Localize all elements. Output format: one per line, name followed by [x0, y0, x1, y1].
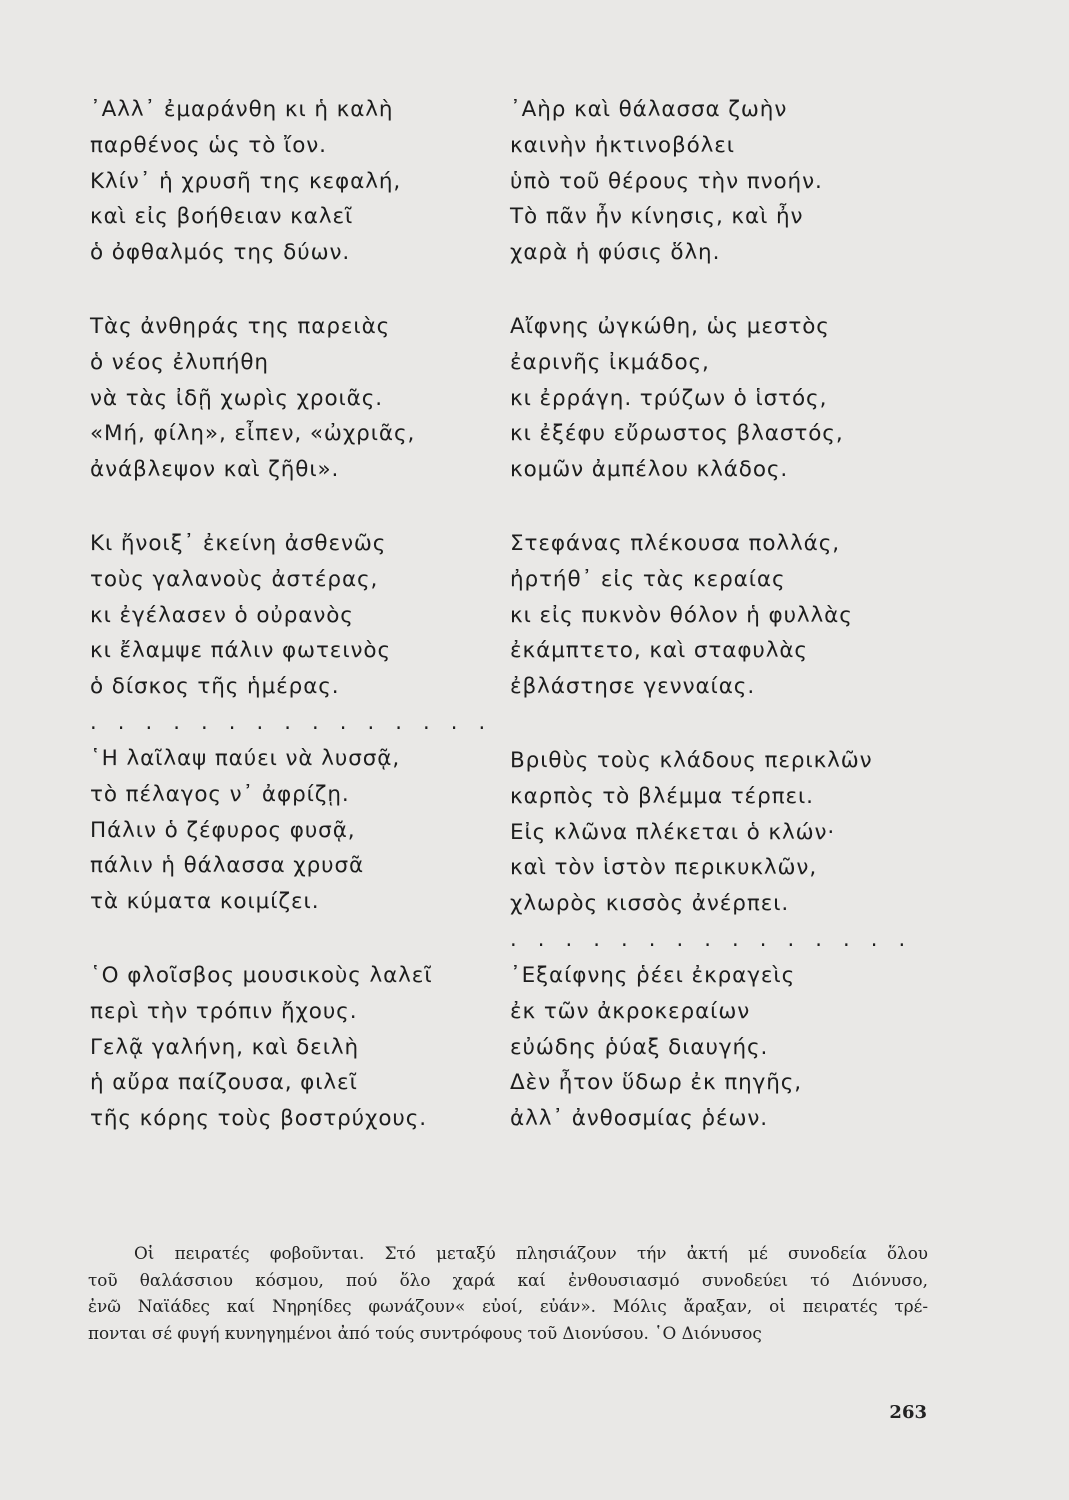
verse-line: ἐκ τῶν ἀκροκεραίων [510, 998, 751, 1024]
prose-line: τοῦ θαλάσσιου κόσμου, πού ὅλο χαρά καί ἐνθουσιασμό συνοδεύει τό Διόνυσο, [88, 1269, 928, 1290]
verse-line: παρθένος ὡς τὸ ἴον. [90, 132, 327, 158]
verse-line: νὰ τὰς ἰδῇ χωρὶς χροιᾶς. [90, 385, 383, 411]
poem-right-column [510, 92, 930, 1175]
poem-left-column [90, 92, 510, 1175]
stanza [90, 526, 510, 705]
stanza [90, 92, 510, 271]
verse-line: κι εἰς πυκνὸν θόλον ἡ φυλλὰς [510, 602, 853, 628]
verse-line: ὁ ὀφθαλμός της δύων. [90, 240, 351, 266]
verse-line: κομῶν ἀμπέλου κλάδος. [510, 457, 789, 483]
verse-line: κι ἐγέλασεν ὁ οὐρανὸς [90, 602, 354, 628]
verse-line: εὐώδης ῥύαξ διαυγής. [510, 1034, 769, 1060]
stanza [510, 743, 930, 922]
stanza [90, 309, 510, 488]
verse-line: ὁ νέος ἐλυπήθη [90, 349, 269, 375]
verse-line: τῆς κόρης τοὺς βοστρύχους. [90, 1106, 427, 1132]
verse-line: ἀλλ᾿ ἀνθοσμίας ῥέων. [510, 1106, 769, 1132]
verse-line: Αἴφνης ὠγκώθη, ὡς μεστὸς [510, 313, 830, 339]
verse-line: ἠρτήθ᾿ εἰς τὰς κεραίας [510, 566, 786, 592]
verse-line: ἐκάμπτετο, καὶ σταφυλὰς [510, 638, 808, 664]
verse-line: Κι ἤνοιξ᾿ ἐκείνη ἀσθενῶς [90, 530, 387, 556]
verse-line: περὶ τὴν τρόπιν ἤχους. [90, 998, 358, 1024]
verse-line: ῾Η λαῖλαψ παύει νὰ λυσσᾷ, [90, 745, 401, 771]
verse-line: ὁ δίσκος τῆς ἡμέρας. [90, 674, 340, 700]
verse-line: τὸ πέλαγος ν᾿ ἀφρίζῃ. [90, 781, 350, 807]
stanza [90, 741, 510, 920]
ellipsis-dots: . . . . . . . . . . . . . . . [510, 926, 913, 951]
stanza [510, 526, 930, 705]
verse-line: Πάλιν ὁ ζέφυρος φυσᾷ, [90, 817, 356, 843]
page-number: 263 [889, 1402, 927, 1423]
verse-line: κι ἔλαμψε πάλιν φωτεινὸς [90, 638, 391, 664]
verse-line: κι ἐξέφυ εὔρωστος βλαστός, [510, 421, 844, 447]
prose-line: πονται σέ φυγή κυνηγημένοι ἀπό τούς συντρόφους τοῦ Διονύσου. ῾Ο Διόνυσος [88, 1322, 762, 1343]
verse-line: τοὺς γαλανοὺς ἀστέρας, [90, 566, 379, 592]
verse-line: πάλιν ἡ θάλασσα χρυσᾶ [90, 853, 365, 879]
verse-line: Δὲν ἦτον ὕδωρ ἐκ πηγῆς, [510, 1070, 803, 1096]
verse-line: ᾿Αλλ᾿ ἐμαράνθη κι ἡ καλὴ [90, 97, 394, 122]
verse-line: χαρὰ ἡ φύσις ὅλη. [510, 240, 721, 266]
verse-line: ἡ αὔρα παίζουσα, φιλεῖ [90, 1070, 358, 1096]
verse-line: καὶ τὸν ἱστὸν περικυκλῶν, [510, 855, 818, 881]
stanza [510, 92, 930, 271]
verse-line: χλωρὸς κισσὸς ἀνέρπει. [510, 891, 790, 917]
ellipsis-dots: . . . . . . . . . . . . . . . [90, 709, 493, 734]
verse-line: Στεφάνας πλέκουσα πολλάς, [510, 530, 840, 556]
verse-line: ᾿Αὴρ καὶ θάλασσα ζωὴν [510, 97, 788, 122]
verse-line: Κλίν᾿ ἡ χρυσῆ της κεφαλή, [90, 168, 402, 194]
verse-line: ὑπὸ τοῦ θέρους τὴν πνοήν. [510, 168, 823, 194]
stanza [510, 309, 930, 488]
prose-line: ἐνῶ Ναϊάδες καί Νηρηίδες φωνάζουν« εὐοί, εὐάν». Μόλις ἄραξαν, οἱ πειρατές τρέ- [88, 1296, 928, 1316]
verse-line: ἐαρινῆς ἰκμάδος, [510, 349, 710, 375]
verse-line: Τὸ πᾶν ἦν κίνησις, καὶ ἦν [510, 204, 804, 230]
verse-line: καινὴν ἠκτινοβόλει [510, 132, 735, 158]
verse-line: ῾Ο φλοῖσβος μουσικοὺς λαλεῖ [90, 962, 433, 988]
verse-line: ᾿Εξαίφνης ῥέει ἐκραγεὶς [510, 962, 796, 988]
verse-line: «Μή, φίλη», εἶπεν, «ὠχριᾶς, [90, 421, 416, 447]
prose-paragraph [88, 1240, 928, 1346]
verse-line: Γελᾷ γαλήνη, καὶ δειλὴ [90, 1034, 360, 1060]
verse-line: Βριθὺς τοὺς κλάδους περικλῶν [510, 747, 873, 773]
verse-line: ἐβλάστησε γενναίας. [510, 674, 756, 700]
verse-line: καρπὸς τὸ βλέμμα τέρπει. [510, 783, 814, 809]
verse-line: καὶ εἰς βοήθειαν καλεῖ [90, 204, 354, 230]
verse-line: κι ἐρράγη. τρύζων ὁ ἱστός, [510, 385, 828, 411]
stanza [90, 958, 510, 1137]
verse-line: τὰ κύματα κοιμίζει. [90, 889, 320, 915]
verse-line: Εἰς κλῶνα πλέκεται ὁ κλών· [510, 819, 836, 845]
verse-line: ἀνάβλεψον καὶ ζῆθι». [90, 457, 340, 483]
stanza [510, 958, 930, 1137]
verse-line: Τὰς ἀνθηράς της παρειὰς [90, 313, 391, 339]
prose-line: Οἱ πειρατές φοβοῦνται. Στό μεταξύ πλησιάζουν τήν ἀκτή μέ συνοδεία ὅλου [134, 1243, 928, 1263]
